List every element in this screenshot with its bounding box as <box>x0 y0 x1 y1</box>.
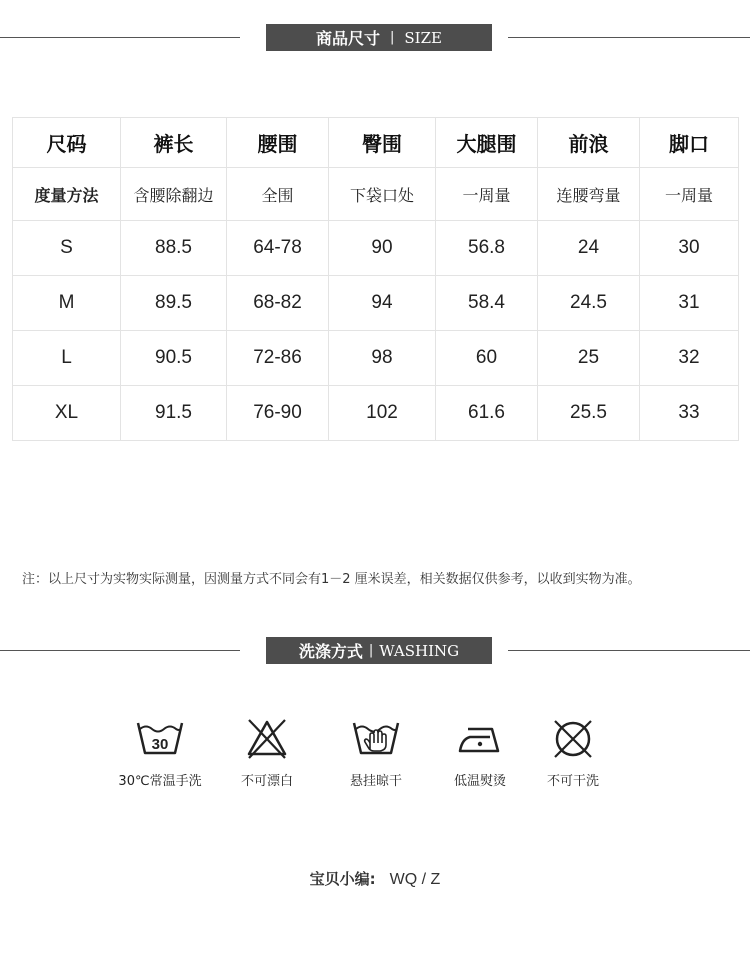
table-cell: 25 <box>538 331 640 386</box>
header-cell-waist: 腰围 <box>227 118 329 168</box>
washing-header-label <box>266 637 492 664</box>
table-cell: 64-78 <box>227 221 329 276</box>
care-caption: 30℃常温手洗 <box>118 774 202 789</box>
header-cell-front-rise: 前浪 <box>538 118 640 168</box>
table-cell: 32 <box>640 331 739 386</box>
table-cell: 56.8 <box>436 221 538 276</box>
no-bleach-icon <box>212 714 322 764</box>
method-cell: 连腰弯量 <box>538 168 640 221</box>
table-cell: 24 <box>538 221 640 276</box>
table-cell: 90 <box>329 221 436 276</box>
table-cell: 90.5 <box>121 331 227 386</box>
care-item-no-dry-clean <box>518 714 628 789</box>
size-header-title: 商品尺寸 <box>316 29 381 48</box>
table-cell: S <box>13 221 121 276</box>
care-caption: 不可漂白 <box>240 774 293 789</box>
table-row <box>13 276 739 331</box>
size-table <box>12 117 739 441</box>
table-cell: 31 <box>640 276 739 331</box>
table-cell: 33 <box>640 386 739 441</box>
header-cell-thigh: 大腿围 <box>436 118 538 168</box>
table-cell: 72-86 <box>227 331 329 386</box>
header-rule-left <box>0 650 240 651</box>
method-cell: 含腰除翻边 <box>121 168 227 221</box>
table-cell: 58.4 <box>436 276 538 331</box>
table-cell: 98 <box>329 331 436 386</box>
table-cell: 24.5 <box>538 276 640 331</box>
wash-30-icon <box>105 714 215 764</box>
editor-value: WQ / Z <box>389 871 441 888</box>
table-cell: 91.5 <box>121 386 227 441</box>
table-cell: M <box>13 276 121 331</box>
header-rule-left <box>0 37 240 38</box>
header-rule-right <box>508 650 750 651</box>
washing-header-separator: | <box>368 643 374 658</box>
method-cell: 一周量 <box>436 168 538 221</box>
table-cell: 88.5 <box>121 221 227 276</box>
washing-header-subtitle: WASHING <box>379 641 460 660</box>
table-cell: XL <box>13 386 121 441</box>
care-caption: 悬挂晾干 <box>349 774 402 789</box>
washing-header-title: 洗涤方式 <box>298 642 363 661</box>
table-cell: 25.5 <box>538 386 640 441</box>
table-row <box>13 386 739 441</box>
table-cell: 94 <box>329 276 436 331</box>
header-cell-length: 裤长 <box>121 118 227 168</box>
table-cell: 76-90 <box>227 386 329 441</box>
editor-credit <box>0 868 750 889</box>
hang-dry-icon <box>321 714 431 764</box>
header-cell-size: 尺码 <box>13 118 121 168</box>
washing-section-header <box>0 637 750 665</box>
table-cell: L <box>13 331 121 386</box>
table-cell: 61.6 <box>436 386 538 441</box>
care-item-no-bleach <box>212 714 322 789</box>
size-header-separator: | <box>390 30 395 45</box>
table-cell: 68-82 <box>227 276 329 331</box>
care-caption: 不可干洗 <box>546 774 599 789</box>
care-item-wash-30 <box>105 714 215 789</box>
method-cell: 一周量 <box>640 168 739 221</box>
size-section-header <box>0 24 750 52</box>
method-cell: 下袋口处 <box>329 168 436 221</box>
table-method-row <box>13 168 739 221</box>
method-cell: 度量方法 <box>13 168 121 221</box>
wash-temperature-number: 30 <box>151 736 169 753</box>
table-row <box>13 221 739 276</box>
care-caption: 低温熨烫 <box>453 774 506 789</box>
no-dry-clean-icon <box>518 714 628 764</box>
measurement-note: 注：以上尺寸为实物实际测量，因测量方式不同会有1－2 厘米误差，相关数据仅供参考，以收到实物为准。 <box>22 572 641 587</box>
editor-label: 宝贝小编: <box>309 870 376 888</box>
header-cell-hip: 臀围 <box>329 118 436 168</box>
table-header-row <box>13 118 739 168</box>
method-cell: 全围 <box>227 168 329 221</box>
table-cell: 30 <box>640 221 739 276</box>
table-row <box>13 331 739 386</box>
size-header-label <box>266 24 492 51</box>
table-cell: 89.5 <box>121 276 227 331</box>
size-header-subtitle: SIZE <box>404 28 442 47</box>
care-item-hang-dry <box>321 714 431 789</box>
table-cell: 60 <box>436 331 538 386</box>
header-rule-right <box>508 37 750 38</box>
header-cell-leg-opening: 脚口 <box>640 118 739 168</box>
table-cell: 102 <box>329 386 436 441</box>
